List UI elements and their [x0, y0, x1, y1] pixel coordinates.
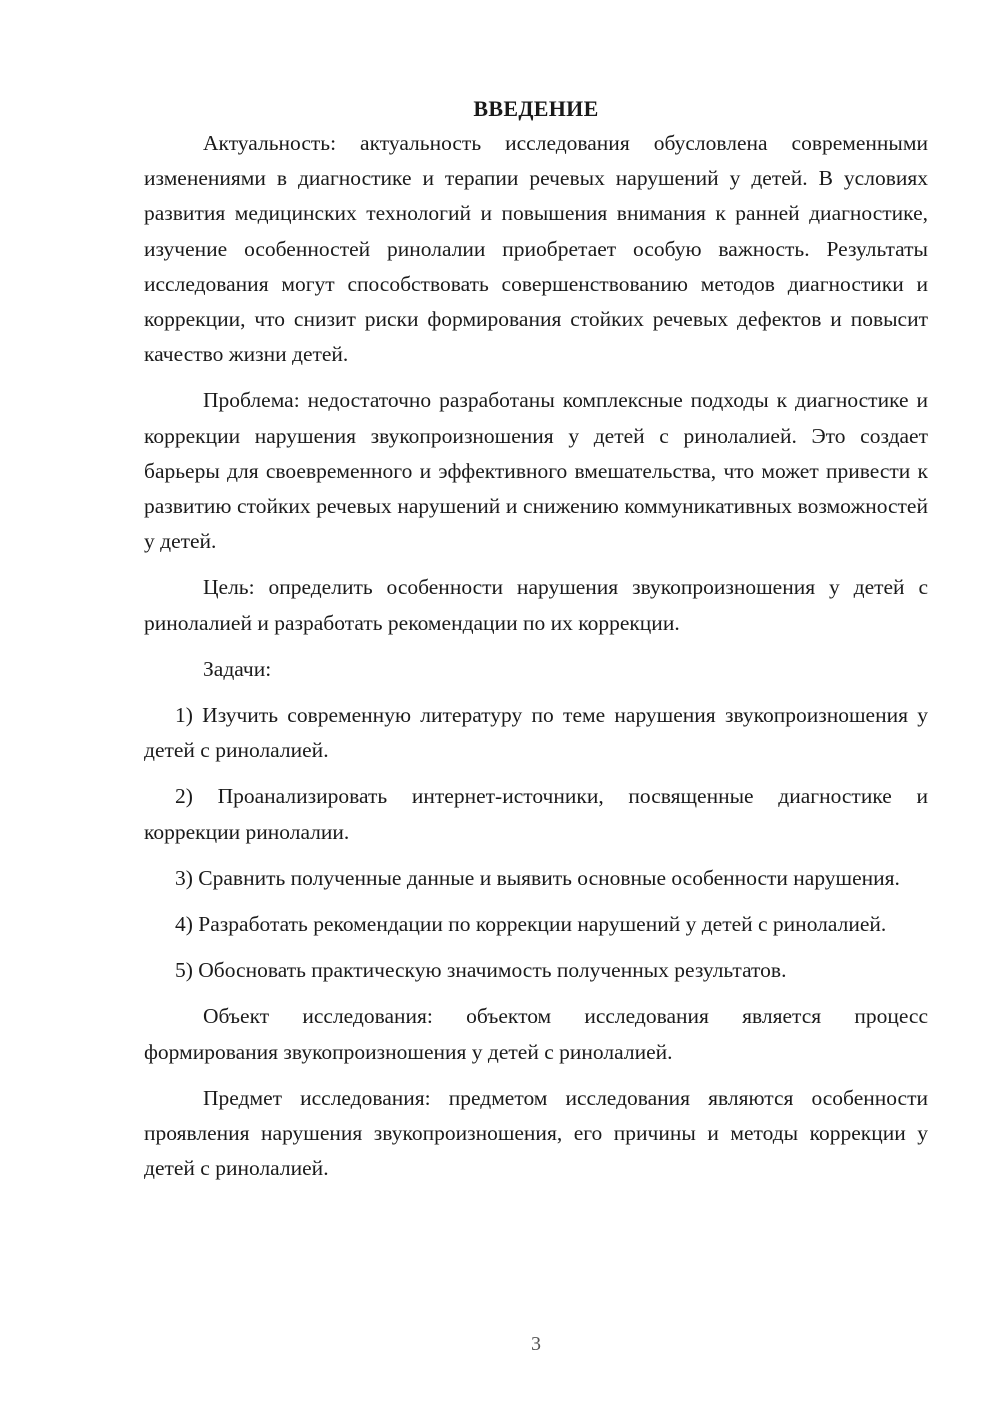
- paragraph-problem: Проблема: недостаточно разработаны комплексные подходы к диагностике и коррекции нарушения звукопроизношения у детей с ринолалией. Это создает барьеры для своевременного и эффективного вмешательства, что может привести к развитию стойких речевых нарушений и снижению коммуникативных возможностей у детей.: [144, 388, 928, 554]
- paragraph-relevance: Актуальность: актуальность исследования обусловлена современными изменениями в диагностике и терапии речевых нарушений у детей. В условиях развития медицинских технологий и повышения внимания к ранней диагностике, изучение особенностей ринолалии приобретает особую важность. Результаты исследования могут способствовать совершенствованию методов диагностики и коррекции, что снизит риски формирования стойких речевых дефектов и повысит качество жизни детей.: [144, 131, 928, 367]
- paragraph-subject: Предмет исследования: предметом исследования являются особенности проявления нарушения звукопроизношения, его причины и методы коррекции у детей с ринолалией.: [144, 1085, 928, 1181]
- task-item-3: 3) Сравнить полученные данные и выявить основные особенности нарушения.: [175, 865, 900, 890]
- page-number: 3: [531, 1333, 541, 1355]
- task-item-4: 4) Разработать рекомендации по коррекции нарушений у детей с ринолалией.: [175, 912, 887, 937]
- task-item-2: 2) Проанализировать интернет-источники, посвященные диагностике и коррекции ринолалии.: [144, 784, 928, 844]
- paragraph-object: Объект исследования: объектом исследования является процесс формирования звукопроизношения у детей с ринолалией.: [144, 1004, 928, 1064]
- page-title: ВВЕДЕНИЕ: [473, 96, 599, 121]
- document-page: [144, 92, 928, 1197]
- tasks-label: Задачи:: [203, 656, 272, 681]
- paragraph-goal: Цель: определить особенности нарушения звукопроизношения у детей с ринолалией и разработать рекомендации по их коррекции.: [144, 575, 928, 635]
- task-item-1: 1) Изучить современную литературу по теме нарушения звукопроизношения у детей с ринолалией.: [144, 703, 928, 763]
- task-item-5: 5) Обосновать практическую значимость полученных результатов.: [175, 958, 787, 983]
